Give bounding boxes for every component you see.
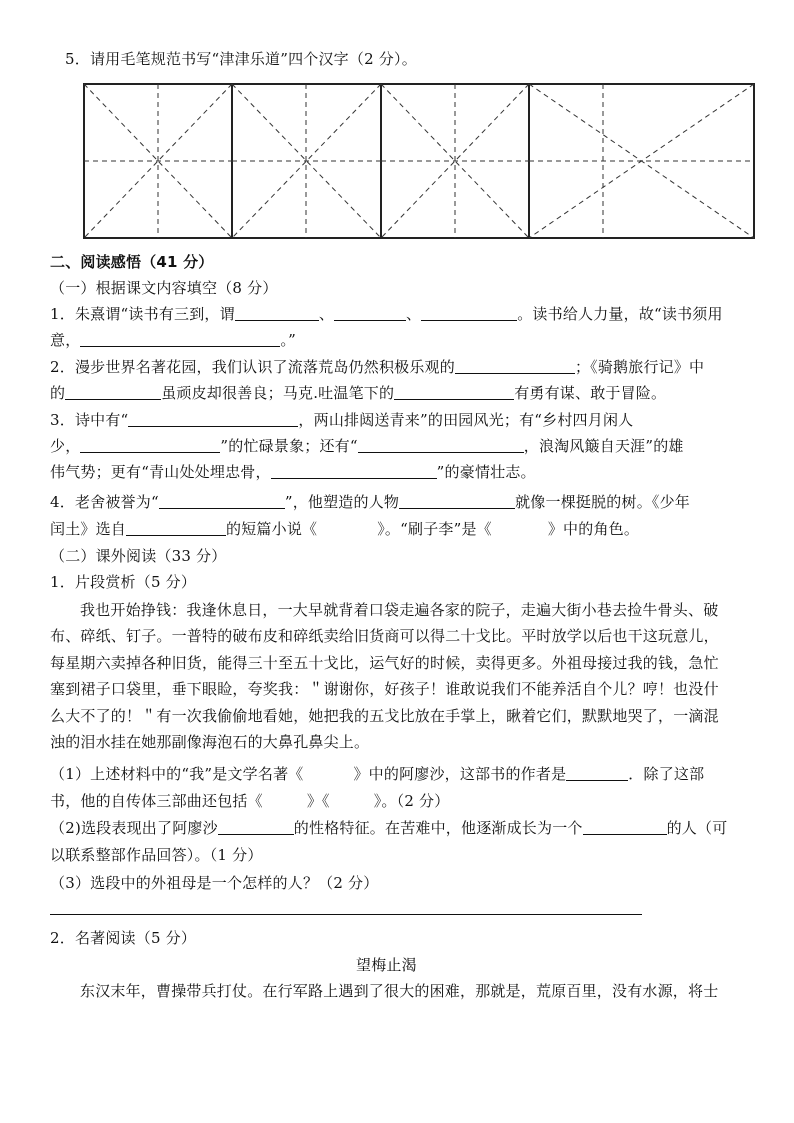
blank[interactable] bbox=[80, 331, 280, 347]
sub-question-2-line-2: 以联系整部作品回答）。（1 分） bbox=[50, 846, 263, 864]
fill-question-3-line-1: 3．诗中有“ ，两山排闼送青来”的田园风光；有“乡村四月闲人 bbox=[50, 411, 634, 429]
blank[interactable] bbox=[128, 411, 298, 427]
blank[interactable] bbox=[80, 437, 220, 453]
excerpt-appreciation-heading: 1．片段赏析（5 分） bbox=[50, 573, 197, 591]
answer-line[interactable] bbox=[50, 914, 642, 915]
section-2-heading: 二、阅读感悟（41 分） bbox=[50, 253, 214, 271]
classic-reading-heading: 2．名著阅读（5 分） bbox=[50, 929, 197, 947]
blank[interactable] bbox=[159, 493, 285, 509]
passage-line: 我也开始挣钱：我逢休息日，一大早就背着口袋走遍各家的院子，走遍大街小巷去捡牛骨头、破 bbox=[80, 601, 719, 619]
blank[interactable] bbox=[455, 358, 575, 374]
calligraphy-grid bbox=[83, 83, 755, 239]
grid-cell-1 bbox=[84, 84, 232, 238]
question-5-prompt: 5．请用毛笔规范书写“津津乐道”四个汉字（2 分）。 bbox=[65, 50, 417, 68]
sub-question-1-line-2: 书，他的自传体三部曲还包括《 》《 》。（2 分） bbox=[50, 792, 450, 810]
blank[interactable] bbox=[583, 819, 667, 835]
fill-question-2-line-1: 2．漫步世界名著花园，我们认识了流落荒岛仍然积极乐观的 ；《骑鹅旅行记》中 bbox=[50, 358, 705, 376]
passage-line: 每星期六卖掉各种旧货，能得三十至五十戈比，运气好的时候，卖得更多。外祖母接过我的钱，急忙 bbox=[50, 654, 719, 672]
grid-cell-3 bbox=[381, 84, 529, 238]
blank[interactable] bbox=[394, 384, 514, 400]
sub-question-1-line-1: （1）上述材料中的“我”是文学名著《 》中的阿廖沙，这部书的作者是 ．除了这部 bbox=[50, 765, 705, 783]
fill-question-2-line-2: 的 虽顽皮却很善良；马克.吐温笔下的 有勇有谋、敢于冒险。 bbox=[50, 384, 667, 402]
blank[interactable] bbox=[65, 384, 161, 400]
blank[interactable] bbox=[421, 305, 517, 321]
passage-line: 塞到裙子口袋里，垂下眼睑，夸奖我：＂谢谢你，好孩子！谁敢说我们不能养活自个儿？哼！也没什 bbox=[50, 680, 719, 698]
passage-line: 布、碎纸、钉子。一普特的破布皮和碎纸卖给旧货商可以得二十戈比。平时放学以后也干这玩意儿， bbox=[50, 627, 719, 645]
fill-question-3-line-3: 伟气势；更有“青山处处埋忠骨， ”的豪情壮志。 bbox=[50, 463, 536, 481]
blank[interactable] bbox=[358, 437, 524, 453]
blank[interactable] bbox=[566, 765, 628, 781]
part-1-heading: （一）根据课文内容填空（8 分） bbox=[50, 279, 278, 297]
part-2-heading: （二）课外阅读（33 分） bbox=[50, 547, 227, 565]
blank[interactable] bbox=[235, 305, 319, 321]
fill-question-3-line-2: 少， ”的忙碌景象；还有“ ，浪淘风簸自天涯”的雄 bbox=[50, 437, 684, 455]
grid-cell-4 bbox=[529, 84, 754, 238]
story-title: 望梅止渴 bbox=[356, 956, 417, 974]
blank[interactable] bbox=[334, 305, 406, 321]
fill-question-1-line-2: 意， 。” bbox=[50, 331, 296, 349]
fill-question-1-line-1: 1．朱熹谓“读书有三到，谓 、 、 。读书给人力量，故“读书须用 bbox=[50, 305, 723, 323]
story-text-line: 东汉末年，曹操带兵打仗。在行军路上遇到了很大的困难，那就是，荒原百里，没有水源，将士 bbox=[80, 982, 719, 1000]
fill-question-4-line-2: 闰土》选自 的短篇小说《 》。“刷子李”是《 》中的角色。 bbox=[50, 520, 640, 538]
blank[interactable] bbox=[271, 463, 437, 479]
passage-line: 么大不了的！＂有一次我偷偷地看她，她把我的五戈比放在手掌上，瞅着它们，默默地哭了，一滴混 bbox=[50, 707, 719, 725]
grid-cell-2 bbox=[232, 84, 381, 238]
blank[interactable] bbox=[399, 493, 515, 509]
blank[interactable] bbox=[126, 520, 226, 536]
passage-line: 浊的泪水挂在她那副像海泡石的大鼻孔鼻尖上。 bbox=[50, 733, 370, 751]
blank[interactable] bbox=[218, 819, 294, 835]
sub-question-3: （3）选段中的外祖母是一个怎样的人？（2 分） bbox=[50, 874, 379, 892]
sub-question-2-line-1: （2)选段表现出了阿廖沙 的性格特征。在苦难中，他逐渐成长为一个 的人（可 bbox=[50, 819, 728, 837]
fill-question-4-line-1: 4．老舍被誉为“ ”，他塑造的人物 就像一棵挺脱的树。《少年 bbox=[50, 493, 691, 511]
